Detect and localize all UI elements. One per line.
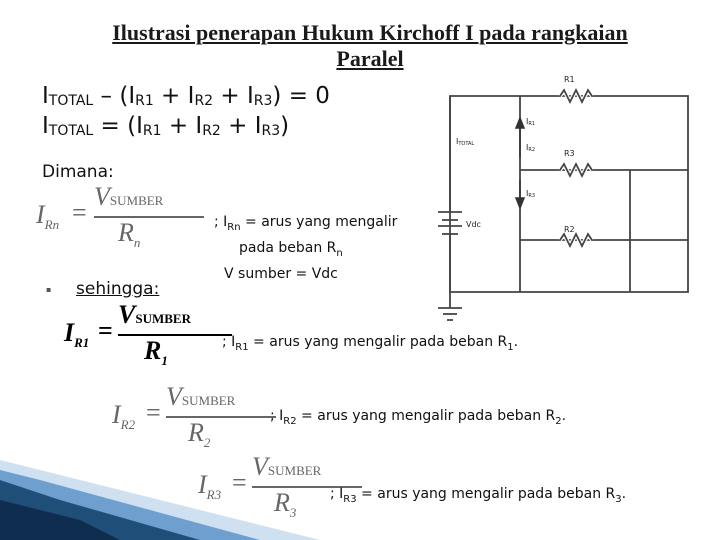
label-ir2: IR2	[526, 143, 536, 153]
decorative-corner-stripes	[0, 440, 340, 540]
note-r1: ; $I_{R1}$ = arus yang mengalir pada beban $R_1$.	[222, 334, 519, 353]
formula-r2: $I_{R2}$ = VSUMBER $R_2$	[112, 386, 262, 456]
parallel-circuit-diagram	[420, 60, 720, 330]
formula-r1: $I_{R1}$ = VSUMBER $R_1$	[64, 304, 214, 374]
label-ir3: IR3	[526, 189, 536, 199]
title-line-2: Paralel	[336, 46, 404, 71]
formula-general: $I_{Rn}$ = VSUMBER $R_n$	[36, 186, 186, 256]
label-r2: R2	[564, 225, 575, 234]
label-r1: R1	[564, 75, 575, 84]
note-r3: ; $I_{R3}$ = arus yang mengalir pada beban $R_3$.	[330, 486, 627, 505]
title-line-1: Ilustrasi penerapan Hukum Kirchoff I pada rangkaian	[112, 20, 628, 45]
label-vdc: Vdc	[466, 220, 481, 229]
equation-kcl-total: $I_{TOTAL} = (I_{R1} + I_{R2} + I_{R3})$	[42, 113, 290, 139]
bullet-icon: ▪	[46, 285, 52, 294]
sehingga-label: sehingga:	[76, 279, 160, 299]
note-r2: ; $I_{R2}$ = arus yang mengalir pada beban $R_2$.	[270, 408, 567, 427]
equation-kcl-zero: $I_{TOTAL} - (I_{R1} + I_{R2} + I_{R3}) = 0$	[42, 83, 330, 109]
note-general: ; $I_{Rn}$ = arus yang mengalir pada beban $R_n$ V sumber = Vdc	[214, 214, 398, 282]
dimana-label: Dimana:	[42, 162, 114, 182]
label-itotal: ITOTAL	[456, 137, 475, 147]
formula-r3: $I_{R3}$ = VSUMBER $R_3$	[198, 456, 348, 526]
label-r3: R3	[564, 149, 575, 158]
label-ir1: IR1	[526, 117, 536, 127]
circuit-outer-loop	[450, 96, 688, 292]
